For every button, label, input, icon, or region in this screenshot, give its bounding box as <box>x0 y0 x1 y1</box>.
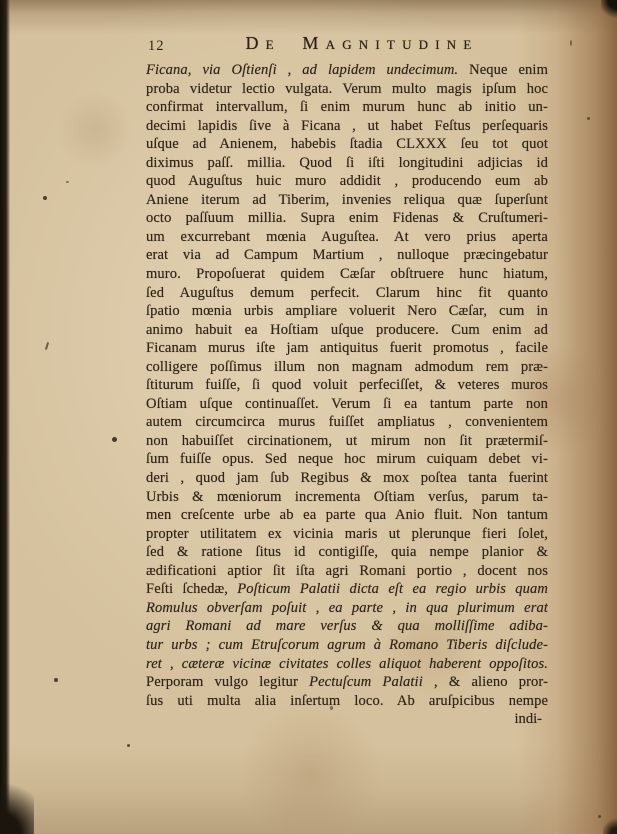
text-line <box>146 469 548 488</box>
text-line <box>146 61 548 80</box>
text-line <box>146 117 548 136</box>
text-line <box>146 228 548 247</box>
body-lines <box>146 61 548 710</box>
catchword: indi- <box>514 711 542 728</box>
text-line <box>146 488 548 507</box>
text-line <box>146 617 548 636</box>
text-line <box>146 98 548 117</box>
roman-segment: proba videtur lectio vulgata. Verum multo magis ipſum hoc <box>146 80 548 97</box>
paper-speck <box>112 437 117 442</box>
roman-segment: propter utilitatem ex vicinia maris ut plerunque fieri ſolet, <box>146 525 548 542</box>
text-line <box>146 599 548 618</box>
roman-segment: colligere poſſimus illum non magnam admodum rem præ- <box>146 358 548 375</box>
text-line <box>146 692 548 711</box>
roman-segment: autem circumcirca murus fuiſſet ampliatus , convenientem <box>146 414 548 431</box>
text-line <box>146 172 548 191</box>
text-line <box>146 358 548 377</box>
roman-segment: octo paſſuum millia. Supra enim Fidenas & Cruſtumeri- <box>146 210 548 227</box>
roman-segment: erat via ad Campum Martium , nulloque præcingebatur <box>146 247 548 264</box>
roman-segment: Oſtiam uſque continuaſſet. Verum ſi ea tantum parte non <box>146 395 548 412</box>
text-line <box>146 543 548 562</box>
roman-segment: confirmat intervallum, ſi enim murum hunc ab initio un- <box>146 99 548 116</box>
running-title: De Magnitudine <box>245 33 479 53</box>
roman-segment: ſus uti multa alia inſertum loco. Ab aruſpicibus nempe <box>146 692 548 709</box>
roman-segment: decimi lapidis ſive à Ficana , ut habet Feſtus perſequaris <box>146 117 548 134</box>
roman-segment: ſpatio mœnia urbis ampliare voluerit Nero Cæſar, cum in <box>146 303 548 320</box>
text-line <box>146 525 548 544</box>
page-number: 12 <box>148 38 165 54</box>
paper-speck <box>54 678 58 682</box>
roman-segment: ſum fuiſſe opus. Sed neque hoc mirum cuiquam debet vi- <box>146 451 548 468</box>
roman-segment: ædificationi aptior ſit iſta agri Romani portio , docent nos <box>146 562 548 579</box>
italic-segment: ret , cæteræ vicinæ civitates colles aliquot haberent oppoſitos. <box>146 655 548 672</box>
text-line <box>146 80 548 99</box>
text-line <box>146 284 548 303</box>
scan-corner-top-right <box>601 0 617 20</box>
text-line <box>146 580 548 599</box>
roman-segment: Perporam vulgo legitur <box>146 674 310 691</box>
roman-segment: ſed Auguſtus demum perfecit. Clarum hinc fit quanto <box>146 284 548 301</box>
italic-segment: Poſticum Palatii dicta eſt ea regio urbis quam <box>237 581 548 598</box>
text-line <box>146 376 548 395</box>
text-line <box>146 636 548 655</box>
page-header <box>146 33 548 59</box>
roman-segment: men creſcente urbe ab ea parte qua Anio fluit. Non tantum <box>146 507 548 524</box>
roman-segment: , & alieno pror- <box>422 674 548 691</box>
roman-segment: deri , quod jam ſub Regibus & mox poſtea tanta fuerint <box>146 470 548 487</box>
text-line <box>146 673 548 692</box>
roman-segment: um excurrebant mœnia Auguſtea. At vero prius aperta <box>146 228 548 245</box>
text-line <box>146 339 548 358</box>
roman-segment: non habuiſſet circinationem, ut mirum non ſit prætermiſ- <box>146 432 548 449</box>
roman-segment: quod Auguſtus huic muro addidit , producendo eum ab <box>146 173 548 190</box>
text-line <box>146 655 548 674</box>
roman-segment: animo habuit ea Hoſtiam uſque producere. Cum enim ad <box>146 321 548 338</box>
paper-speck <box>127 744 130 747</box>
scan-corner-bottom-left <box>0 774 34 834</box>
paper-speck <box>598 815 601 818</box>
roman-segment: diximus paſſ. millia. Quod ſi iſti longitudini adjicias id <box>146 154 548 171</box>
roman-segment: Aniene iterum ad Tiberim, invenies reliqua quæ ſuperſunt <box>146 191 548 208</box>
text-line <box>146 191 548 210</box>
paper-speck <box>570 40 572 46</box>
text-line <box>146 135 548 154</box>
paper-mark <box>45 342 49 350</box>
text-line <box>146 413 548 432</box>
italic-segment: agri Romani ad mare verſus & qua molliſſime adiba- <box>146 618 548 635</box>
paper-speck <box>66 181 69 183</box>
scan-edge-left <box>0 0 10 834</box>
text-line <box>146 265 548 284</box>
italic-segment: tur urbs ; cum Etruſcorum agrum à Romano Tiberis diſclude- <box>146 636 548 653</box>
text-block <box>146 33 548 729</box>
roman-segment: uſque ad Anienem, habebis ſtadia CLXXX ſeu tot quot <box>146 136 548 153</box>
italic-segment: Romulus obverſam poſuit , ea parte , in qua plurimum erat <box>146 599 548 616</box>
text-line <box>146 506 548 525</box>
text-line <box>146 302 548 321</box>
roman-segment: Feſti ſchedæ, <box>146 581 238 598</box>
text-line <box>146 321 548 340</box>
scan-corner-bottom-right <box>603 818 617 834</box>
text-line <box>146 246 548 265</box>
paper-speck <box>587 117 590 120</box>
text-line <box>146 395 548 414</box>
italic-segment: Ficana, via Oſtienſi , ad lapidem undecimum. <box>146 62 459 78</box>
text-line <box>146 432 548 451</box>
paper-speck <box>43 196 47 200</box>
roman-segment: Neque enim <box>458 62 548 78</box>
roman-segment: Urbis & mœniorum incrementa Oſtiam verſus, parum ta- <box>146 488 548 505</box>
roman-segment: Ficanam murus iſte jam antiquitus fuerit promotus , facile <box>146 340 548 357</box>
text-line <box>146 154 548 173</box>
text-line <box>146 562 548 581</box>
roman-segment: muro. Propoſuerat quidem Cæſar obſtruere hunc hiatum, <box>146 266 548 283</box>
italic-segment: Pectuſcum Palatii <box>309 674 423 691</box>
text-line <box>146 209 548 228</box>
text-line <box>146 450 548 469</box>
roman-segment: ſtiturum fuiſſe, ſi quod voluit perfeciſſet, & veteres muros <box>146 377 548 394</box>
roman-segment: ſed & ratione ſitus id contigiſſe, quia nempe planior & <box>146 544 548 561</box>
